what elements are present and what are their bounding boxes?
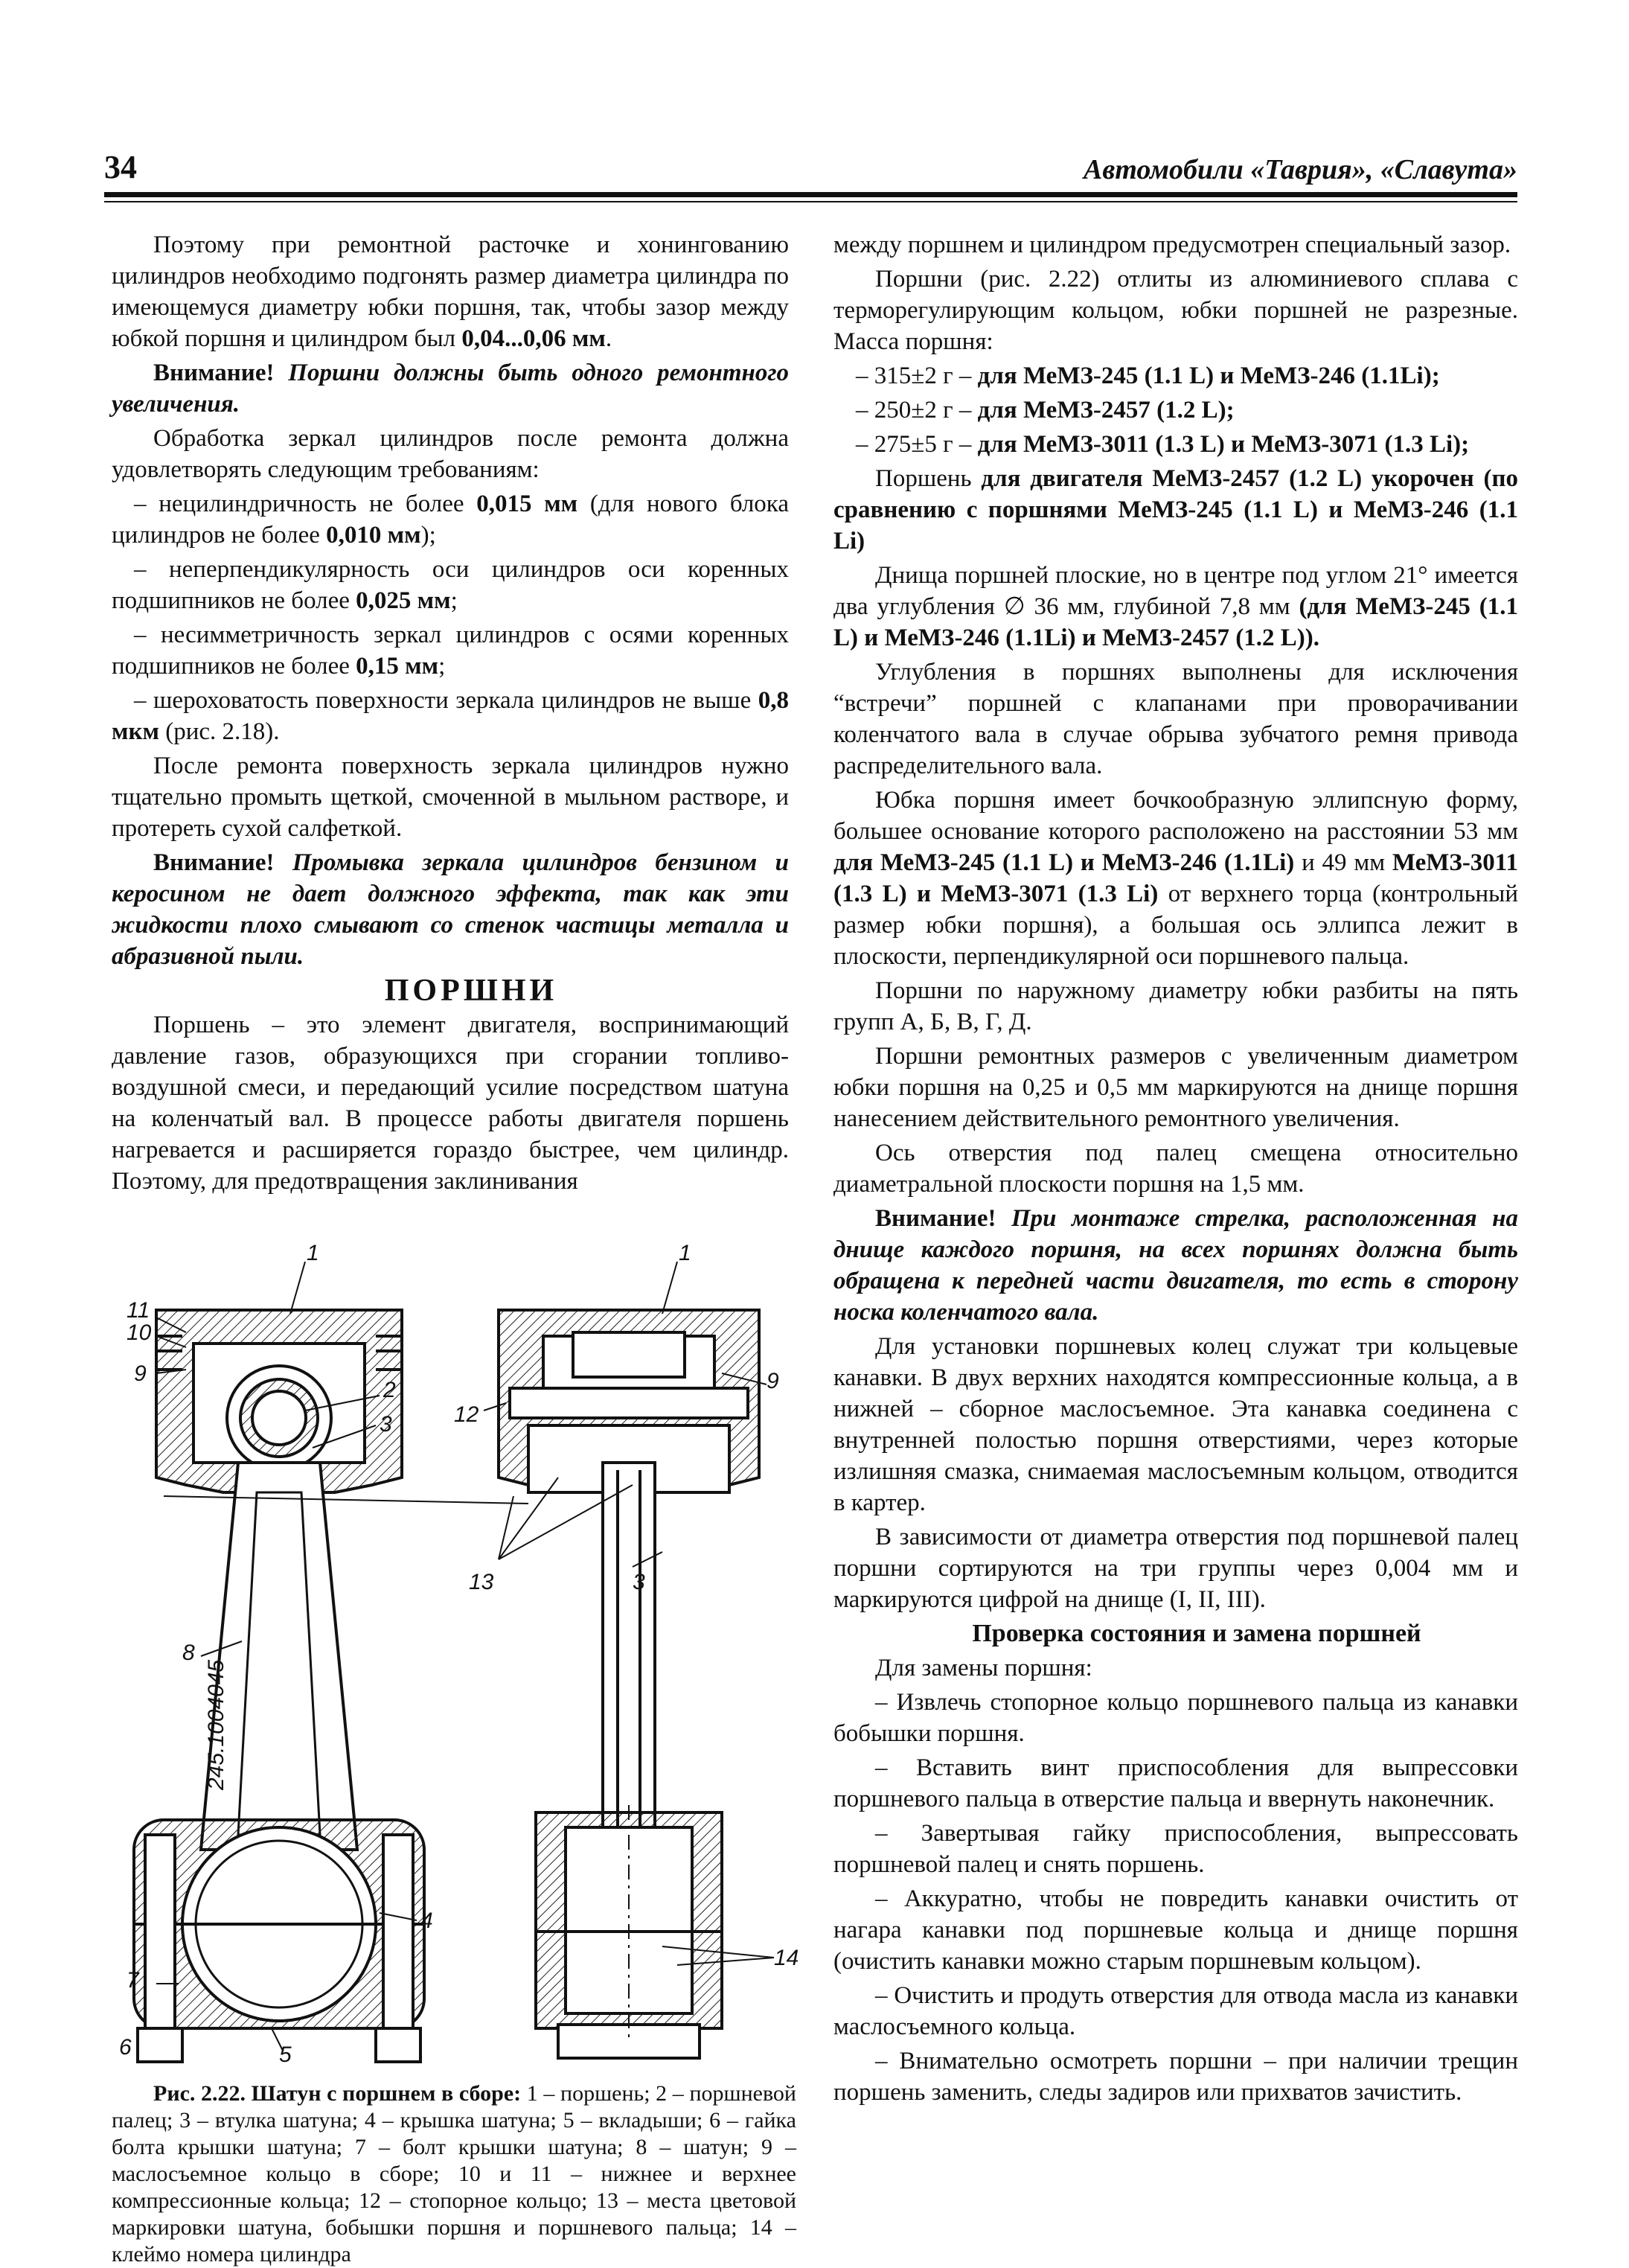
paragraph <box>833 785 1518 972</box>
list-item: – Аккуратно, чтобы не повредить канавки очистить от нагара канавки под поршневые кольца и днище поршня (очистить канавки можно старым поршневым кольцом). <box>833 1885 1518 1975</box>
text: и 49 мм <box>1294 849 1392 876</box>
bold-value: 0,8 мкм <box>112 687 789 745</box>
paragraph: Обработка зеркал цилиндров после ремонта должна удовлетворять следующим требованиям: <box>112 425 789 483</box>
label-8: 8 <box>182 1641 195 1665</box>
bold-value: (для МеМЗ-245 (1.1 L) и МеМЗ-246 (1.1Li) и МеМЗ-2457 (1.2 L)). <box>833 593 1519 651</box>
label-5: 5 <box>279 2042 292 2067</box>
paragraph: Ось отверстия под палец смещена относительно диаметральной плоскости поршня на 1,5 мм. <box>833 1140 1518 1198</box>
list-item <box>833 394 1518 426</box>
warning-note <box>833 1203 1518 1328</box>
list-item <box>833 360 1518 392</box>
text: ; <box>450 587 458 614</box>
bold-value: МеМЗ-3011 (1.3 L) и МеМЗ-3071 (1.3 Li) <box>833 849 1518 907</box>
list-item <box>833 429 1518 460</box>
label-3-side: 3 <box>633 1570 645 1594</box>
paragraph: В зависимости от диаметра отверстия под поршневой палец поршни сортируются на три группы через 0,004 мм и маркируются цифрой на днище (I, II, III). <box>833 1524 1518 1613</box>
text: ; <box>438 653 446 680</box>
label-1: 1 <box>307 1241 319 1265</box>
text: ); <box>420 522 436 549</box>
label-14: 14 <box>774 1946 799 1970</box>
warning-label: Внимание! <box>153 360 275 386</box>
warning-label: Внимание! <box>153 849 275 876</box>
list-item <box>112 685 789 747</box>
bold-value: для МеМЗ-2457 (1.2 L); <box>977 397 1235 424</box>
text: – шероховатость поверхности зеркала цилиндров не выше <box>134 687 758 714</box>
page-header <box>104 149 1517 192</box>
part-stamp: 245.1004045 <box>204 1659 228 1790</box>
label-4: 4 <box>420 1908 433 1933</box>
side-view <box>499 1310 759 2058</box>
list-item <box>112 488 789 551</box>
label-7: 7 <box>127 1968 139 1993</box>
warning-note <box>112 847 789 972</box>
text: Юбка поршня имеет бочкообразную эллипсную форму, большее основание которого расположено на расстоянии 53 мм <box>833 787 1518 845</box>
list-item: – Извлечь стопорное кольцо поршневого пальца из канавки бобышки поршня. <box>833 1689 1518 1747</box>
figure-caption <box>112 2080 796 2268</box>
text: (для нового блока цилиндров не более <box>112 491 789 549</box>
paragraph <box>833 463 1518 557</box>
bold-value: для МеМЗ-3011 (1.3 L) и МеМЗ-3071 (1.3 Li); <box>977 431 1470 458</box>
figure-connecting-rod-with-piston <box>112 1239 804 2069</box>
bold-value: 0,010 мм <box>326 522 421 549</box>
warning-label: Внимание! <box>875 1205 996 1232</box>
text: – 275±5 г – <box>856 431 978 458</box>
page-number: 34 <box>104 149 137 185</box>
paragraph <box>112 229 789 354</box>
warning-text: Поршни должны быть одного ремонтного увеличения. <box>112 360 789 418</box>
header-rule <box>104 192 1517 197</box>
warning-note <box>112 357 789 420</box>
paragraph: Углубления в поршнях выполнены для исключения “встречи” поршней с клапанами при проворачивании коленчатого вала в случае обрыва зубчатого ремня привода распределительного вала. <box>833 659 1518 779</box>
bold-value: 0,15 мм <box>356 653 439 680</box>
label-10: 10 <box>127 1320 152 1345</box>
bold-value: для двигателя МеМЗ-2457 (1.2 L) укорочен (по сравнению с поршнями МеМЗ-245 (1.1 L) и МеМЗ-246 (1.1 Li) <box>833 465 1519 555</box>
paragraph: Для замены поршня: <box>875 1655 1092 1681</box>
left-column <box>112 229 789 1200</box>
caption-text: 1 – поршень; 2 – поршневой палец; 3 – втулка шатуна; 4 – крышка шатуна; 5 – вкладыши; 6 – гайка болта крышки шатуна; 7 – болт крышки шатуна; 8 – шатун; 9 – маслосъемное кольцо в сборе; 10 и 11 – нижнее и верхнее компрессионные кольца; 12 – стопорное кольцо; 13 – места цветовой маркировки шатуна, бобышки поршня и поршневого пальца; 14 – клеймо номера цилиндра <box>112 2081 796 2267</box>
text: – 250±2 г – <box>856 397 978 424</box>
subsection-title: Проверка состояния и замена поршней <box>972 1620 1421 1647</box>
paragraph: Поршень – это элемент двигателя, воспринимающий давление газов, образующихся при сгорании топливо-воздушной смеси, и передающий усилие посредством шатуна на коленчатый вал. В процессе работы двигателя поршень нагревается и расширяется гораздо быстрее, чем цилиндр. Поэтому, для предотвращения заклинивания <box>112 1012 789 1195</box>
label-6: 6 <box>119 2035 132 2060</box>
list-item: – Вставить винт приспособления для выпрессовки поршневого пальца в отверстие пальца и ввернуть наконечник. <box>833 1754 1518 1812</box>
paragraph <box>833 560 1518 654</box>
paragraph: Для установки поршневых колец служат три кольцевые канавки. В двух верхних находятся компрессионные кольца, а в нижней – сборное маслосъемное. Эта канавка соединена с внутренней полостью поршня отверстиями, через которые излишняя смазка, снимаемая маслосъемным кольцом, отводится в картер. <box>833 1333 1518 1516</box>
list-item: – Завертывая гайку приспособления, выпрессовать поршневой палец и снять поршень. <box>833 1820 1518 1878</box>
paragraph: Поршни (рис. 2.22) отлиты из алюминиевого сплава с терморегулирующим кольцом, юбки поршней не разрезные. Масса поршня: <box>833 266 1518 355</box>
text: Днища поршней плоские, но в центре под углом 21° имеется два углубления ∅ 36 мм, глубиной 7,8 мм <box>833 562 1518 620</box>
paragraph: Поршни по наружному диаметру юбки разбиты на пять групп А, Б, В, Г, Д. <box>833 977 1518 1035</box>
text: – нецилиндричность не более <box>134 491 477 517</box>
running-title: Автомобили «Таврия», «Славута» <box>1084 154 1517 185</box>
warning-text: При монтаже стрелка, расположенная на днище каждого поршня, на всех поршнях должна быть обращена к передней части двигателя, то есть в сторону носка коленчатого вала. <box>833 1205 1518 1326</box>
caption-title: Рис. 2.22. Шатун с поршнем в сборе: <box>153 2081 522 2106</box>
label-11: 11 <box>127 1298 150 1323</box>
text: Поэтому при ремонтной расточке и хонингованию цилиндров необходимо подгонять размер диаметра цилиндра по имеющемуся диаметру юбки поршня, так, чтобы зазор между юбкой поршня и цилиндром был <box>112 231 789 352</box>
warning-text: Промывка зеркала цилиндров бензином и керосином не дает должного эффекта, так как эти жидкости плохо смывают со стенок частицы металла и абразивной пыли. <box>112 849 789 970</box>
label-13: 13 <box>469 1570 494 1594</box>
label-12: 12 <box>454 1402 479 1427</box>
list-item: – Очистить и продуть отверстия для отвода масла из канавки маслосъемного кольца. <box>833 1982 1518 2040</box>
label-9: 9 <box>134 1361 147 1386</box>
bold-value: для МеМЗ-245 (1.1 L) и МеМЗ-246 (1.1Li); <box>977 362 1440 389</box>
label-9-side: 9 <box>767 1369 779 1393</box>
text: – несимметричность зеркал цилиндров с осями коренных подшипников не более <box>112 622 789 680</box>
text: – неперпендикулярность оси цилиндров оси коренных подшипников не более <box>112 556 789 614</box>
text: от верхнего торца (контрольный размер юбки поршня), а большая ось эллипса лежит в плоскости, перпендикулярной оси поршневого пальца. <box>833 881 1518 970</box>
paragraph: между поршнем и цилиндром предусмотрен специальный зазор. <box>833 231 1511 258</box>
list-item <box>112 554 789 616</box>
section-title: ПОРШНИ <box>384 974 558 1008</box>
bold-value: 0,015 мм <box>476 491 578 517</box>
right-column <box>833 229 1518 2111</box>
paragraph: После ремонта поверхность зеркала цилиндров нужно тщательно промыть щеткой, смоченной в мыльном растворе, и протереть сухой салфеткой. <box>112 753 789 842</box>
label-2: 2 <box>383 1378 396 1402</box>
label-3: 3 <box>380 1412 392 1437</box>
list-item <box>112 619 789 682</box>
paragraph: Поршни ремонтных размеров с увеличенным диаметром юбки поршня на 0,25 и 0,5 мм маркируются на днище поршня нанесением действительного ремонтного увеличения. <box>833 1043 1518 1132</box>
text: Поршень <box>875 465 982 492</box>
bold-value: 0,04...0,06 мм <box>461 325 606 352</box>
header-rule-thin <box>104 201 1517 202</box>
bold-value: 0,025 мм <box>356 587 451 614</box>
label-1-side: 1 <box>679 1241 691 1265</box>
list-item: – Внимательно осмотреть поршни – при наличии трещин поршень заменить, следы задиров или прихватов зачистить. <box>833 2048 1518 2106</box>
bold-value: для МеМЗ-245 (1.1 L) и МеМЗ-246 (1.1Li) <box>833 849 1295 876</box>
technical-drawing <box>112 1239 804 2069</box>
text: . <box>605 325 612 352</box>
text: – 315±2 г – <box>856 362 978 389</box>
text: (рис. 2.18). <box>159 718 280 745</box>
